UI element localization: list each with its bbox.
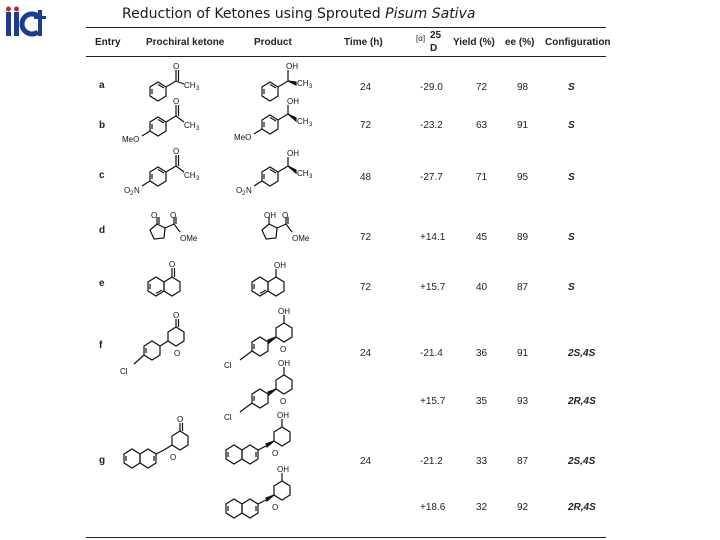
svg-text:O: O (170, 211, 177, 220)
bottom-rule (86, 537, 606, 538)
svg-text:OH: OH (264, 211, 276, 220)
svg-text:3: 3 (196, 176, 200, 182)
entry-label: e (99, 278, 105, 289)
cell-rotation: -23.2 (420, 120, 443, 131)
svg-text:OH: OH (287, 149, 299, 158)
cell-ee: 93 (517, 396, 529, 407)
entry-label: a (99, 80, 105, 91)
cell-rotation: +15.7 (420, 282, 446, 293)
cell-time: 48 (360, 172, 372, 183)
slide-title: Reduction of Ketones using Sprouted Pisum Sativa (122, 6, 476, 22)
entry-label: g (99, 455, 106, 466)
ketone-structure-d (140, 212, 220, 252)
svg-text:O: O (177, 415, 184, 424)
svg-text:O: O (282, 211, 289, 220)
header-rotation: [α] 25 D (416, 30, 442, 54)
cell-time: 24 (360, 348, 372, 359)
cell-yield: 40 (476, 282, 488, 293)
svg-text:O: O (124, 186, 131, 195)
cell-config: 2R,4S (568, 502, 596, 513)
cell-rotation: +14.1 (420, 232, 446, 243)
cell-yield: 36 (476, 348, 488, 359)
svg-text:CH: CH (184, 81, 196, 90)
ketone-structure-f (110, 312, 210, 382)
svg-text:N: N (134, 186, 140, 195)
cell-time: 72 (360, 282, 372, 293)
svg-text:3: 3 (309, 122, 313, 128)
svg-text:CH: CH (184, 171, 196, 180)
header-entry: Entry (95, 37, 121, 48)
svg-text:3: 3 (196, 126, 200, 132)
svg-text:3: 3 (309, 174, 313, 180)
cell-ee: 91 (517, 348, 529, 359)
product-structure-d (252, 212, 332, 252)
cell-yield: 71 (476, 172, 488, 183)
svg-text:OH: OH (287, 97, 299, 106)
cell-rotation: -29.0 (420, 82, 443, 93)
cell-ee: 91 (517, 120, 529, 131)
cell-yield: 32 (476, 502, 488, 513)
product-structure-g2 (220, 466, 320, 526)
cell-yield: 72 (476, 82, 488, 93)
svg-text:OH: OH (274, 261, 286, 270)
svg-text:OH: OH (278, 359, 290, 368)
svg-text:O: O (272, 449, 279, 458)
svg-text:O: O (151, 211, 158, 220)
svg-text:3: 3 (196, 86, 200, 92)
svg-text:O: O (280, 345, 287, 354)
header-product: Product (254, 37, 292, 48)
entry-label: d (99, 225, 106, 236)
entry-label: f (99, 340, 103, 351)
svg-text:OMe: OMe (292, 234, 310, 243)
header-ee: ee (%) (505, 37, 535, 48)
header-time: Time (h) (344, 37, 383, 48)
ketone-structure-g (118, 416, 218, 476)
svg-text:OH: OH (278, 307, 290, 316)
product-structure-b (232, 98, 332, 148)
cell-config: S (568, 172, 575, 183)
svg-text:N: N (246, 186, 252, 195)
cell-config: 2R,4S (568, 396, 596, 407)
svg-text:O: O (173, 147, 180, 156)
header-config: Configuration (545, 37, 611, 48)
svg-text:CH: CH (297, 79, 309, 88)
svg-text:O: O (272, 503, 279, 512)
ketone-structure-c (120, 147, 220, 200)
product-structure-c (232, 150, 332, 200)
svg-text:2: 2 (242, 191, 246, 197)
cell-ee: 87 (517, 456, 529, 467)
header-yield: Yield (%) (453, 37, 495, 48)
svg-text:Cl: Cl (224, 413, 232, 422)
iict-logo (4, 6, 48, 38)
cell-rotation: +18.6 (420, 502, 446, 513)
cell-time: 24 (360, 456, 372, 467)
cell-ee: 87 (517, 282, 529, 293)
product-structure-g1 (220, 412, 320, 472)
top-rule (86, 27, 606, 28)
svg-text:O: O (173, 62, 180, 71)
svg-text:OH: OH (277, 411, 289, 420)
cell-ee: 95 (517, 172, 529, 183)
svg-text:3: 3 (309, 84, 313, 90)
svg-text:OH: OH (286, 62, 298, 71)
ketone-structure-b (120, 97, 220, 150)
svg-text:OMe: OMe (180, 234, 198, 243)
svg-text:MeO: MeO (122, 135, 140, 144)
cell-time: 72 (360, 232, 372, 243)
cell-yield: 63 (476, 120, 488, 131)
ketone-structure-e (140, 262, 220, 307)
cell-rotation: +15.7 (420, 396, 446, 407)
svg-text:Cl: Cl (224, 361, 232, 370)
entry-label: b (99, 120, 106, 131)
svg-text:CH: CH (297, 169, 309, 178)
cell-time: 72 (360, 120, 372, 131)
cell-config: S (568, 282, 575, 293)
svg-text:MeO: MeO (234, 133, 252, 142)
entry-label: c (99, 170, 105, 181)
cell-rotation: -21.4 (420, 348, 443, 359)
svg-text:OH: OH (277, 465, 289, 474)
header-rule (86, 56, 606, 57)
cell-config: S (568, 120, 575, 131)
cell-config: 2S,4S (568, 348, 596, 359)
cell-time: 24 (360, 82, 372, 93)
cell-ee: 98 (517, 82, 529, 93)
cell-config: 2S,4S (568, 456, 596, 467)
svg-text:O: O (170, 453, 177, 462)
cell-rotation: -21.2 (420, 456, 443, 467)
product-structure-e (244, 262, 324, 307)
cell-config: S (568, 82, 575, 93)
cell-yield: 33 (476, 456, 488, 467)
svg-text:O: O (280, 397, 287, 406)
svg-text:CH: CH (297, 117, 309, 126)
svg-text:CH: CH (184, 121, 196, 130)
svg-text:O: O (174, 349, 181, 358)
cell-yield: 35 (476, 396, 488, 407)
svg-text:O: O (173, 97, 180, 106)
cell-yield: 45 (476, 232, 488, 243)
svg-text:2: 2 (130, 191, 134, 197)
cell-config: S (568, 232, 575, 243)
svg-text:O: O (173, 311, 180, 320)
svg-text:O: O (236, 186, 243, 195)
svg-text:O: O (169, 260, 176, 269)
cell-ee: 89 (517, 232, 529, 243)
svg-text:Cl: Cl (120, 367, 128, 376)
cell-ee: 92 (517, 502, 529, 513)
cell-rotation: -27.7 (420, 172, 443, 183)
header-ketone: Prochiral ketone (146, 37, 225, 48)
